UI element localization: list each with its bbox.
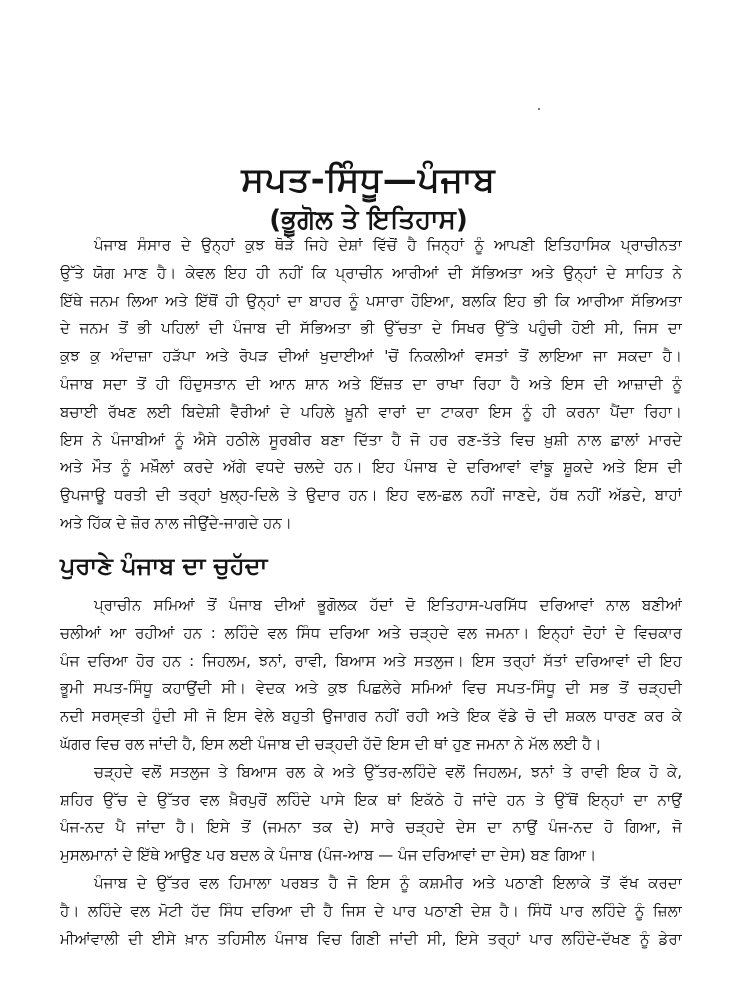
section-line: ਭੂਮੀ ਸਪਤ-ਸਿੰਧੂ ਕਹਾਉਂਦੀ ਸੀ। ਵੇਦਕ ਅਤੇ ਕੁਝ ਪਿਛਲੇਰੇ ਸਮਿਆਂ ਵਿਚ ਸਪਤ-ਸਿੰਧੂ ਦੀ ਸਭ ਤੋਂ ਚੜ੍ਹਦੀ — [60, 679, 682, 698]
section-line: ਪੰਜ ਦਰਿਆ ਹੋਰ ਹਨ : ਜਿਹਲਮ, ਝਨਾਂ, ਰਾਵੀ, ਬਿਆਸ ਅਤੇ ਸਤਲੁਜ। ਇਸ ਤਰ੍ਹਾਂ ਸੱਤਾਂ ਦਰਿਆਵਾਂ ਦੀ ਇਹ — [60, 651, 682, 670]
intro-line: ਉਪਜਾਊ ਧਰਤੀ ਦੀ ਤਰ੍ਹਾਂ ਖੁਲ੍ਹ-ਦਿਲੇ ਤੇ ਉਦਾਰ ਹਨ। ਇਹ ਵਲ-ਛਲ ਨਹੀਂ ਜਾਣਦੇ, ਹੱਥ ਨਹੀਂ ਅੱਡਦੇ, ਬਾਹਾਂ — [60, 486, 682, 505]
section-line: ਘੱਗਰ ਵਿਚ ਰਲ ਜਾਂਦੀ ਹੈ, ਇਸ ਲਈ ਪੰਜਾਬ ਦੀ ਚੜ੍ਹਦੀ ਹੱਦੋ ਇਸ ਦੀ ਥਾਂ ਹੁਣ ਜਮਨਾ ਨੇ ਮੱਲ ਲਈ ਹੈ। — [60, 734, 602, 753]
intro-line: ਅਤੇ ਮੌਤ ਨੂੰ ਮਖ਼ੌਲਾਂ ਕਰਦੇ ਅੱਗੇ ਵਧਦੇ ਚਲਦੇ ਹਨ। ਇਹ ਪੰਜਾਬ ਦੇ ਦਰਿਆਵਾਂ ਵਾਂਙੂ ਸ਼ੂਕਦੇ ਅਤੇ ਇਸ ਦੀ — [60, 458, 682, 477]
page-subtitle: (ਭੂਗੋਲ ਤੇ ਇਤਿਹਾਸ) — [269, 205, 468, 235]
intro-line: ਉੱਤੇ ਯੋਗ ਮਾਣ ਹੈ। ਕੇਵਲ ਇਹ ਹੀ ਨਹੀਂ ਕਿ ਪ੍ਰਾਚੀਨ ਆਰੀਆਂ ਦੀ ਸੱਭਿਅਤਾ ਅਤੇ ਉਨ੍ਹਾਂ ਦੇ ਸਾਹਿਤ ਨੇ — [60, 263, 682, 282]
section-line: ਪੰਜ-ਨਦ ਪੈ ਜਾਂਦਾ ਹੈ। ਇਸੇ ਤੋਂ (ਜਮਨਾ ਤਕ ਦੇ) ਸਾਰੇ ਚੜ੍ਹਦੇ ਦੇਸ ਦਾ ਨਾਉਂ ਪੰਜ-ਨਦ ਹੋ ਗਿਆ, ਜੋ — [60, 818, 682, 837]
intro-line: ਇੱਥੇ ਜਨਮ ਲਿਆ ਅਤੇ ਇੱਥੋਂ ਹੀ ਉਨ੍ਹਾਂ ਦਾ ਬਾਹਰ ਨੂੰ ਪਸਾਰਾ ਹੋਇਆ, ਬਲਕਿ ਇਹ ਭੀ ਕਿ ਆਰੀਆ ਸੱਭਿਅਤਾ — [60, 291, 682, 310]
section-line: ਮੀਆਂਵਾਲੀ ਦੀ ਈਸੇ ਖ਼ਾਨ ਤਹਿਸੀਲ ਪੰਜਾਬ ਵਿਚ ਗਿਣੀ ਜਾਂਦੀ ਸੀ, ਇਸੇ ਤਰ੍ਹਾਂ ਪਾਰ ਲਹਿੰਦੇ-ਦੱਖਣ ਨੂੰ ਡੇਰਾ — [60, 929, 682, 948]
intro-line: ਇਸ ਨੇ ਪੰਜਾਬੀਆਂ ਨੂੰ ਐਸੇ ਹਠੀਲੇ ਸੂਰਬੀਰ ਬਣਾ ਦਿੱਤਾ ਹੈ ਜੋ ਹਰ ਰਣ-ਤੱਤੇ ਵਿਚ ਖ਼ੁਸ਼ੀ ਨਾਲ ਛਾਲਾਂ ਮਾਰਦੇ — [60, 430, 682, 449]
intro-line: ਅਤੇ ਹਿੱਕ ਦੇ ਜ਼ੋਰ ਨਾਲ ਜੀਉਂਦੇ-ਜਾਗਦੇ ਹਨ। — [60, 513, 292, 532]
section-line: ਪ੍ਰਾਚੀਨ ਸਮਿਆਂ ਤੋਂ ਪੰਜਾਬ ਦੀਆਂ ਭੂਗੋਲਕ ਹੱਦਾਂ ਦੋ ਇਤਿਹਾਸ-ਪਰਸਿੱਧ ਦਰਿਆਵਾਂ ਨਾਲ ਬਣੀਆਂ — [94, 596, 682, 614]
section-heading: ਪੁਰਾਣੇ ਪੰਜਾਬ ਦਾ ਚੁਹੱਦਾ — [60, 552, 268, 580]
section-paragraph — [60, 592, 682, 953]
section-line: ਚੜ੍ਹਦੇ ਵਲੋਂ ਸਤਲੁਜ ਤੇ ਬਿਆਸ ਰਲ ਕੇ ਅਤੇ ਉੱਤਰ-ਲਹਿੰਦੇ ਵਲੋਂ ਜਿਹਲਮ, ਝਨਾਂ ਤੇ ਰਾਵੀ ਇਕ ਹੋ ਕੇ, — [94, 762, 682, 781]
intro-line: ਦੇ ਜਨਮ ਤੋਂ ਭੀ ਪਹਿਲਾਂ ਦੀ ਪੰਜਾਬ ਦੀ ਸੱਭਿਅਤਾ ਭੀ ਉੱਚਤਾ ਦੇ ਸਿਖਰ ਉੱਤੇ ਪਹੁੰਚੀ ਹੋਈ ਸੀ, ਜਿਸ ਦਾ — [60, 319, 682, 338]
intro-line: ਪੰਜਾਬ ਸੰਸਾਰ ਦੇ ਉਨ੍ਹਾਂ ਕੁਝ ਥੋੜੇ ਜਿਹੇ ਦੇਸ਼ਾਂ ਵਿੱਚੋਂ ਹੈ ਜਿਨ੍ਹਾਂ ਨੂੰ ਆਪਣੀ ਇਤਿਹਾਸਿਕ ਪ੍ਰਾਚੀਨਤਾ — [94, 236, 682, 254]
section-line: ਪੰਜਾਬ ਦੇ ਉੱਤਰ ਵਲ ਹਿਮਾਲਾ ਪਰਬਤ ਹੈ ਜੋ ਇਸ ਨੂੰ ਕਸ਼ਮੀਰ ਅਤੇ ਪਠਾਣੀ ਇਲਾਕੇ ਤੋਂ ਵੱਖ ਕਰਦਾ — [94, 873, 682, 892]
intro-line: ਕੁਝ ਕੁ ਅੰਦਾਜ਼ਾ ਹੜੱਪਾ ਅਤੇ ਰੋਪੜ ਦੀਆਂ ਖੁਦਾਈਆਂ 'ਚੋਂ ਨਿਕਲੀਆਂ ਵਸਤਾਂ ਤੋਂ ਲਾਇਆ ਜਾ ਸਕਦਾ ਹੈ। — [60, 347, 682, 366]
scan-speck — [538, 108, 540, 110]
section-line: ਨਦੀ ਸਰਸ੍ਵਤੀ ਹੁੰਦੀ ਸੀ ਜੋ ਇਸ ਵੇਲੇ ਬਹੁਤੀ ਉਜਾਗਰ ਨਹੀਂ ਰਹੀ ਅਤੇ ਇਕ ਵੱਡੇ ਚੋ ਦੀ ਸ਼ਕਲ ਧਾਰਣ ਕਰ ਕੇ — [60, 707, 682, 726]
page-title: ਸਪਤ-ਸਿੰਧੂ—ਪੰਜਾਬ — [241, 160, 496, 200]
section-line: ਮੁਸਲਮਾਨਾਂ ਦੇ ਇੱਥੇ ਆਉਣ ਪਰ ਬਦਲ ਕੇ ਪੰਜਾਬ (ਪੰਜ-ਆਬ — ਪੰਜ ਦਰਿਆਵਾਂ ਦਾ ਦੇਸ) ਬਣ ਗਿਆ। — [60, 846, 597, 865]
intro-paragraph — [60, 232, 682, 538]
intro-line: ਪੰਜਾਬ ਸਦਾ ਤੋਂ ਹੀ ਹਿੰਦੁਸਤਾਨ ਦੀ ਆਨ ਸ਼ਾਨ ਅਤੇ ਇੱਜ਼ਤ ਦਾ ਰਾਖਾ ਰਿਹਾ ਹੈ ਅਤੇ ਇਸ ਦੀ ਆਜ਼ਾਦੀ ਨੂੰ — [60, 374, 682, 393]
section-line: ਸ਼ਹਿਰ ਉੱਚ ਦੇ ਉੱਤਰ ਵਲ ਖ਼ੈਰਪੁਰੋਂ ਲਹਿੰਦੇ ਪਾਸੇ ਇਕ ਥਾਂ ਇਕੱਠੇ ਹੋ ਜਾਂਦੇ ਹਨ ਤੇ ਉੱਥੋਂ ਇਨ੍ਹਾਂ ਦਾ ਨਾਉਂ — [60, 790, 682, 809]
intro-line: ਬਚਾਈ ਰੱਖਣ ਲਈ ਬਿਦੇਸ਼ੀ ਵੈਰੀਆਂ ਦੇ ਪਹਿਲੇ ਖ਼ੂਨੀ ਵਾਰਾਂ ਦਾ ਟਾਕਰਾ ਇਸ ਨੂੰ ਹੀ ਕਰਨਾ ਪੈਂਦਾ ਰਿਹਾ। — [60, 402, 682, 421]
section-line: ਹੈ। ਲਹਿੰਦੇ ਵਲ ਮੋਟੀ ਹੱਦ ਸਿੰਧ ਦਰਿਆ ਦੀ ਹੈ ਜਿਸ ਦੇ ਪਾਰ ਪਠਾਣੀ ਦੇਸ਼ ਹੈ। ਸਿੰਧੋਂ ਪਾਰ ਲਹਿੰਦੇ ਨੂੰ ਜ਼ਿਲਾ — [60, 901, 682, 920]
section-line: ਚਲੀਆਂ ਆ ਰਹੀਆਂ ਹਨ : ਲਹਿੰਦੇ ਵਲ ਸਿੰਧ ਦਰਿਆ ਅਤੇ ਚੜ੍ਹਦੇ ਵਲ ਜਮਨਾ। ਇਨ੍ਹਾਂ ਦੋਹਾਂ ਦੇ ਵਿਚਕਾਰ — [60, 623, 682, 642]
